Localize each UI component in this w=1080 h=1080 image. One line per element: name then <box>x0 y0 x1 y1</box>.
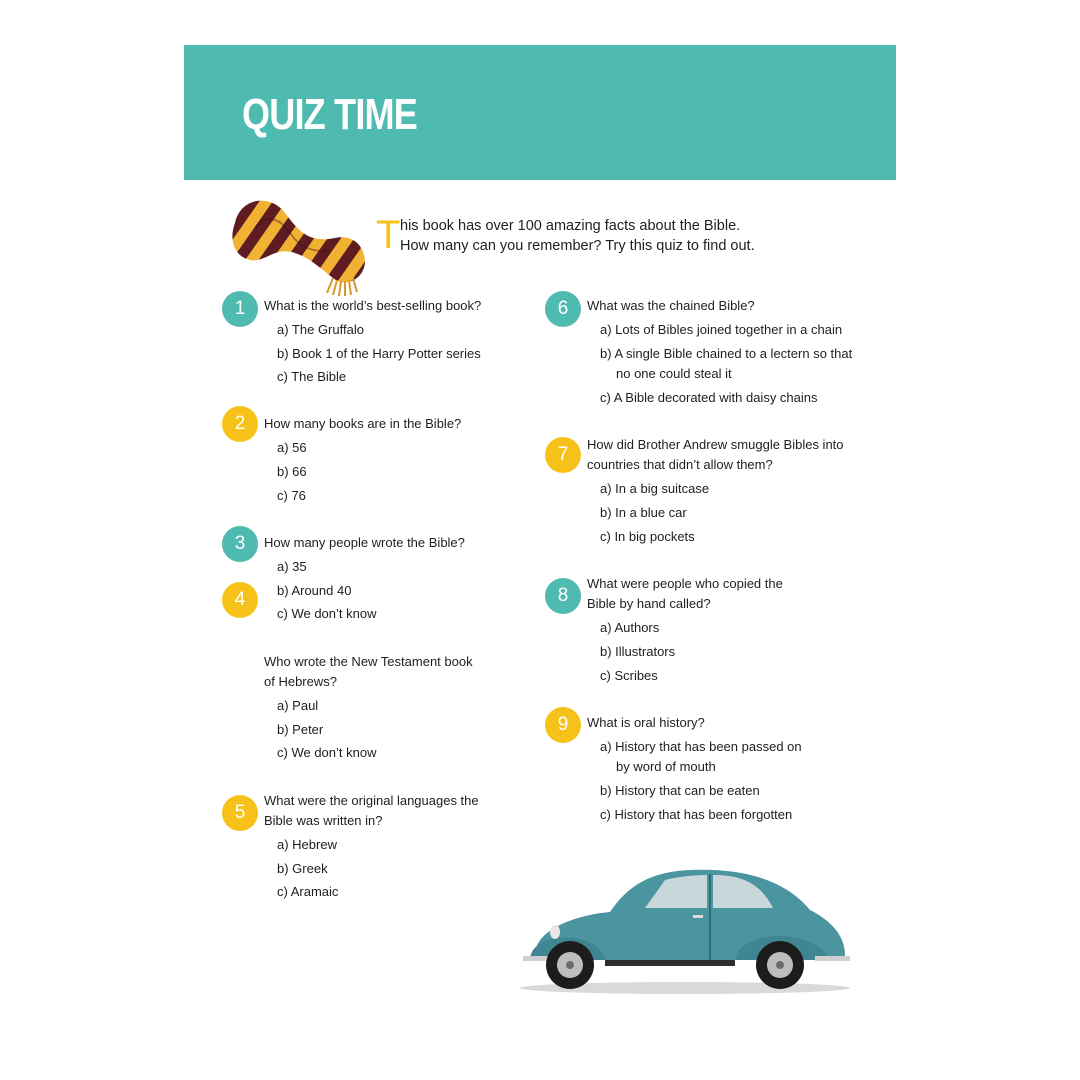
question-4-badge: 4 <box>222 582 258 618</box>
question-4-text-line-2: of Hebrews? <box>264 674 337 689</box>
question-8-text-line-2: Bible by hand called? <box>587 596 711 611</box>
question-5-text-line-1: What were the original languages the <box>264 793 479 808</box>
question-7-badge: 7 <box>545 437 581 473</box>
intro-line-2: How many can you remember? Try this quiz to find out. <box>400 238 755 254</box>
question-4-text-line-1: Who wrote the New Testament book <box>264 654 473 669</box>
question-8-text-line-1: What were people who copied the <box>587 576 783 591</box>
question-1-answer-c: c) The Bible <box>277 369 347 384</box>
question-1-text: What is the world’s best-selling book? <box>264 298 482 313</box>
question-4-answer-c: c) We don’t know <box>277 745 377 760</box>
question-8-answer-c: c) Scribes <box>600 668 658 683</box>
question-5-answer-b: b) Greek <box>277 861 328 876</box>
question-5-answer-a: a) Hebrew <box>277 837 337 852</box>
question-8-badge: 8 <box>545 578 581 614</box>
question-8-answer-b: b) Illustrators <box>600 644 676 659</box>
question-7-answer-c: c) In big pockets <box>600 529 695 544</box>
question-8-answer-a: a) Authors <box>600 620 660 635</box>
question-9-answer-c: c) History that has been forgotten <box>600 807 793 822</box>
question-5-badge: 5 <box>222 795 258 831</box>
question-2-answer-a: a) 56 <box>277 440 307 455</box>
question-6-answer-c: c) A Bible decorated with daisy chains <box>600 390 818 405</box>
question-6-answer-a: a) Lots of Bibles joined together in a chain <box>600 322 843 337</box>
intro-dropcap: T <box>376 213 401 257</box>
question-7-text-line-2: countries that didn’t allow them? <box>587 457 773 472</box>
question-2-text: How many books are in the Bible? <box>264 416 462 431</box>
question-9-answer-a-line-2: by word of mouth <box>616 759 716 774</box>
question-1-answer-a: a) The Gruffalo <box>277 322 364 337</box>
question-5-text-line-2: Bible was written in? <box>264 813 383 828</box>
question-6-badge: 6 <box>545 291 581 327</box>
question-7-answer-b: b) In a blue car <box>600 505 687 520</box>
question-3-answer-c: c) We don’t know <box>277 606 377 621</box>
question-3-answer-b: b) Around 40 <box>277 583 352 598</box>
scarf-image <box>215 188 385 298</box>
car-image <box>515 860 855 1000</box>
question-9-answer-a-line-1: a) History that has been passed on <box>600 739 802 754</box>
page-title: QUIZ TIME <box>242 90 418 139</box>
question-9-text: What is oral history? <box>587 715 705 730</box>
question-6-answer-b-line-2: no one could steal it <box>616 366 732 381</box>
question-3-badge: 3 <box>222 526 258 562</box>
intro-line-1: his book has over 100 amazing facts about the Bible. <box>400 218 741 234</box>
question-5-answer-c: c) Aramaic <box>277 884 339 899</box>
question-2-answer-c: c) 76 <box>277 488 306 503</box>
question-2-badge: 2 <box>222 406 258 442</box>
question-6-text: What was the chained Bible? <box>587 298 755 313</box>
question-7-answer-a: a) In a big suitcase <box>600 481 710 496</box>
question-9-badge: 9 <box>545 707 581 743</box>
header-banner <box>184 45 896 180</box>
question-3-text: How many people wrote the Bible? <box>264 535 465 550</box>
question-2-answer-b: b) 66 <box>277 464 307 479</box>
question-4-answer-a: a) Paul <box>277 698 319 713</box>
question-7-text-line-1: How did Brother Andrew smuggle Bibles into <box>587 437 844 452</box>
question-6-answer-b-line-1: b) A single Bible chained to a lectern so that <box>600 346 853 361</box>
question-3-answer-a: a) 35 <box>277 559 307 574</box>
question-1-answer-b: b) Book 1 of the Harry Potter series <box>277 346 481 361</box>
question-9-answer-b: b) History that can be eaten <box>600 783 760 798</box>
question-4-answer-b: b) Peter <box>277 722 324 737</box>
question-1-badge: 1 <box>222 291 258 327</box>
